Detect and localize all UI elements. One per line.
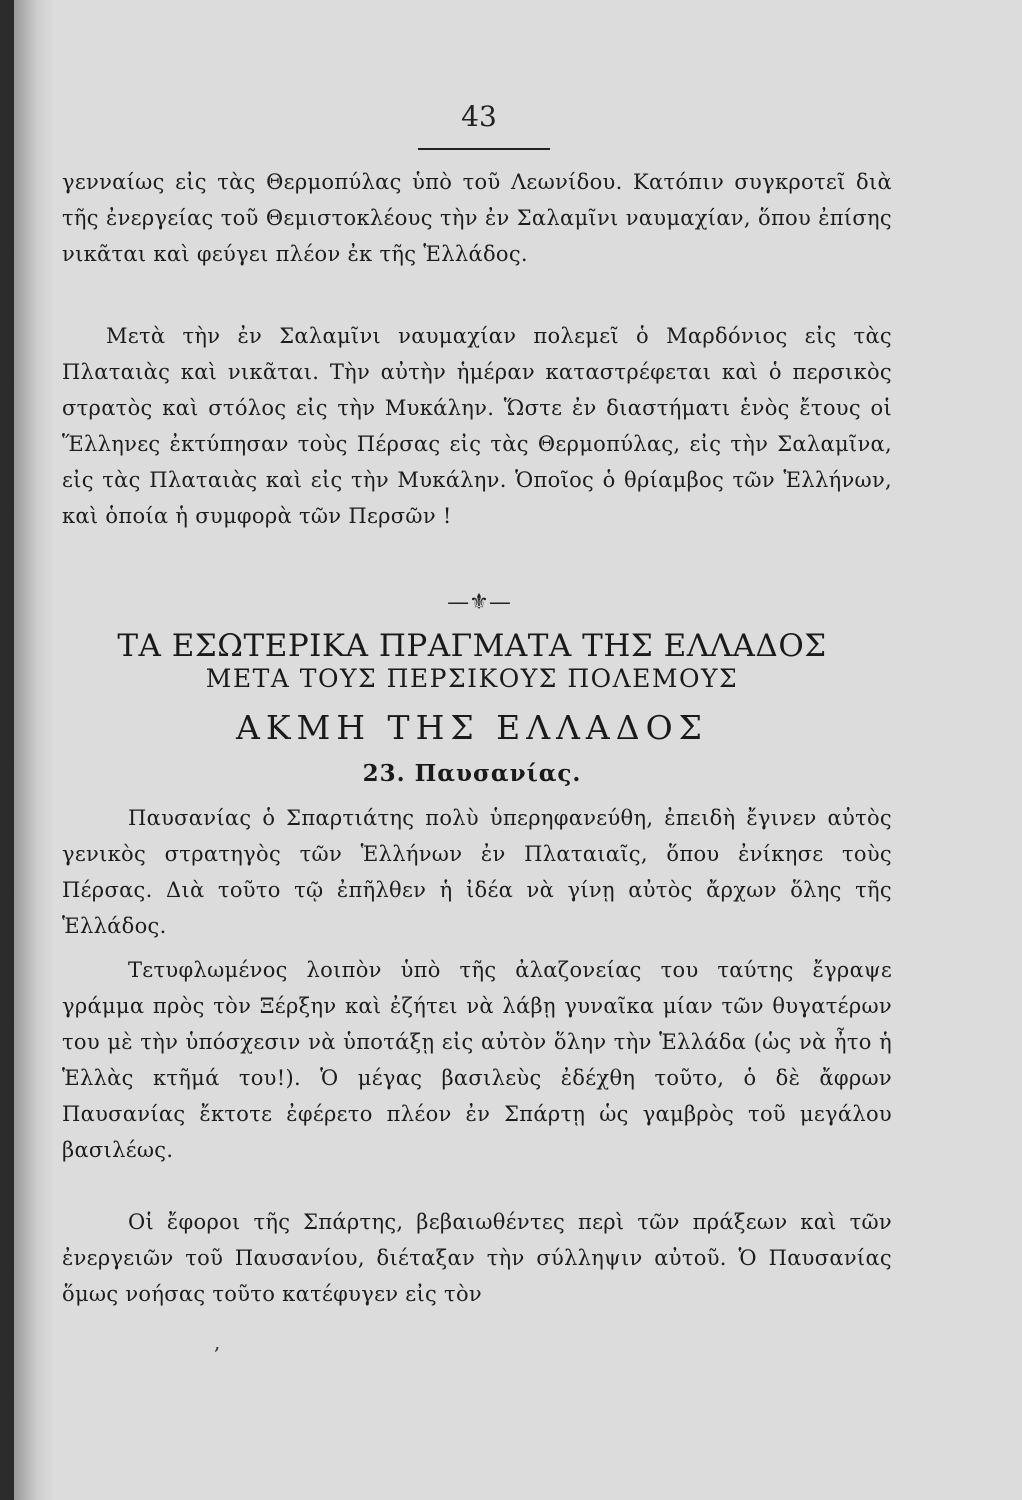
book-page	[14, 0, 1022, 1500]
paragraph-plataea-mycale: Μετὰ τὴν ἐν Σαλαμῖνι ναυμαχίαν πολεμεῖ ὁ Μαρδόνιος εἰς τὰς Πλαταιὰς καὶ νικᾶται. Τὴν αὐτὴν ἡμέραν καταστρέφεται καὶ ὁ περσικὸς στρατὸς καὶ στόλος εἰς τὴν Μυκάλην. Ὥστε ἐν διαστήματι ἑνὸς ἔτους οἱ Ἕλληνες ἐκτύπησαν τοὺς Πέρσας εἰς τὰς Θερμοπύλας, εἰς τὴν Σαλαμῖνα, εἰς τὰς Πλαταιὰς καὶ εἰς τὴν Μυκάλην. Ὁποῖος ὁ θρίαμβος τῶν Ἑλλήνων, καὶ ὁποία ἡ συμφορὰ τῶν Περσῶν !	[62, 324, 892, 528]
section-heading: 23. Παυσανίας.	[362, 760, 582, 787]
page-number-rule	[418, 148, 550, 150]
chapter-subheading: ΜΕΤΑ ΤΟΥΣ ΠΕΡΣΙΚΟΥΣ ΠΟΛΕΜΟΥΣ	[205, 664, 739, 693]
paragraph-thermopylae: γενναίως εἰς τὰς Θερμοπύλας ὑπὸ τοῦ Λεωνίδου. Κατόπιν συγκροτεῖ διὰ τῆς ἐνεργείας τοῦ Θεμιστοκλέους τὴν ἐν Σαλαμῖνι ναυμαχίαν, ὅπου ἐπίσης νικᾶται καὶ φεύγει πλέον ἐκ τῆς Ἑλλάδος.	[62, 170, 892, 266]
page-number: 43	[461, 100, 497, 133]
paragraph-pausanias-intro: Παυσανίας ὁ Σπαρτιάτης πολὺ ὑπερηφανεύθη, ἐπειδὴ ἔγινεν αὐτὸς γενικὸς στρατηγὸς τῶν Ἑλλήνων ἐν Πλαταιαῖς, ὅπου ἐνίκησε τοὺς Πέρσας. Διὰ τοῦτο τῷ ἐπῆλθεν ἡ ἰδέα νὰ γίνῃ αὐτὸς ἄρχων ὅλης τῆς Ἑλλάδος.	[62, 806, 892, 938]
section-ornament: —⚜—	[447, 590, 511, 615]
page-spine-shadow	[14, 0, 54, 1500]
stray-ink-mark: ,	[214, 1330, 221, 1354]
chapter-heading-akmi: ΑΚΜΗ ΤΗΣ ΕΛΛΑΔΟΣ	[236, 708, 708, 747]
paragraph-ephors: Οἱ ἔφοροι τῆς Σπάρτης, βεβαιωθέντες περὶ τῶν πράξεων καὶ τῶν ἐνεργειῶν τοῦ Παυσανίου, διέταξαν τὴν σύλληψιν αὐτοῦ. Ὁ Παυσανίας ὅμως νοήσας τοῦτο κατέφυγεν εἰς τὸν	[62, 1210, 892, 1306]
paragraph-pausanias-letter: Τετυφλωμένος λοιπὸν ὑπὸ τῆς ἀλαζονείας του ταύτης ἔγραψε γράμμα πρὸς τὸν Ξέρξην καὶ ἐζήτει νὰ λάβῃ γυναῖκα μίαν τῶν θυγατέρων του μὲ τὴν ὑπόσχεσιν νὰ ὑποτάξῃ εἰς αὐτὸν ὅλην τὴν Ἑλλάδα (ὡς νὰ ἦτο ἡ Ἑλλὰς κτῆμά του!). Ὁ μέγας βασιλεὺς ἐδέχθη τοῦτο, ὁ δὲ ἄφρων Παυσανίας ἔκτοτε ἐφέρετο πλέον ἐν Σπάρτῃ ὡς γαμβρὸς τοῦ μεγάλου βασιλέως.	[62, 958, 892, 1162]
chapter-heading: ΤΑ ΕΣΩΤΕΡΙΚΑ ΠΡΑΓΜΑΤΑ ΤΗΣ ΕΛΛΑΔΟΣ	[117, 628, 827, 664]
